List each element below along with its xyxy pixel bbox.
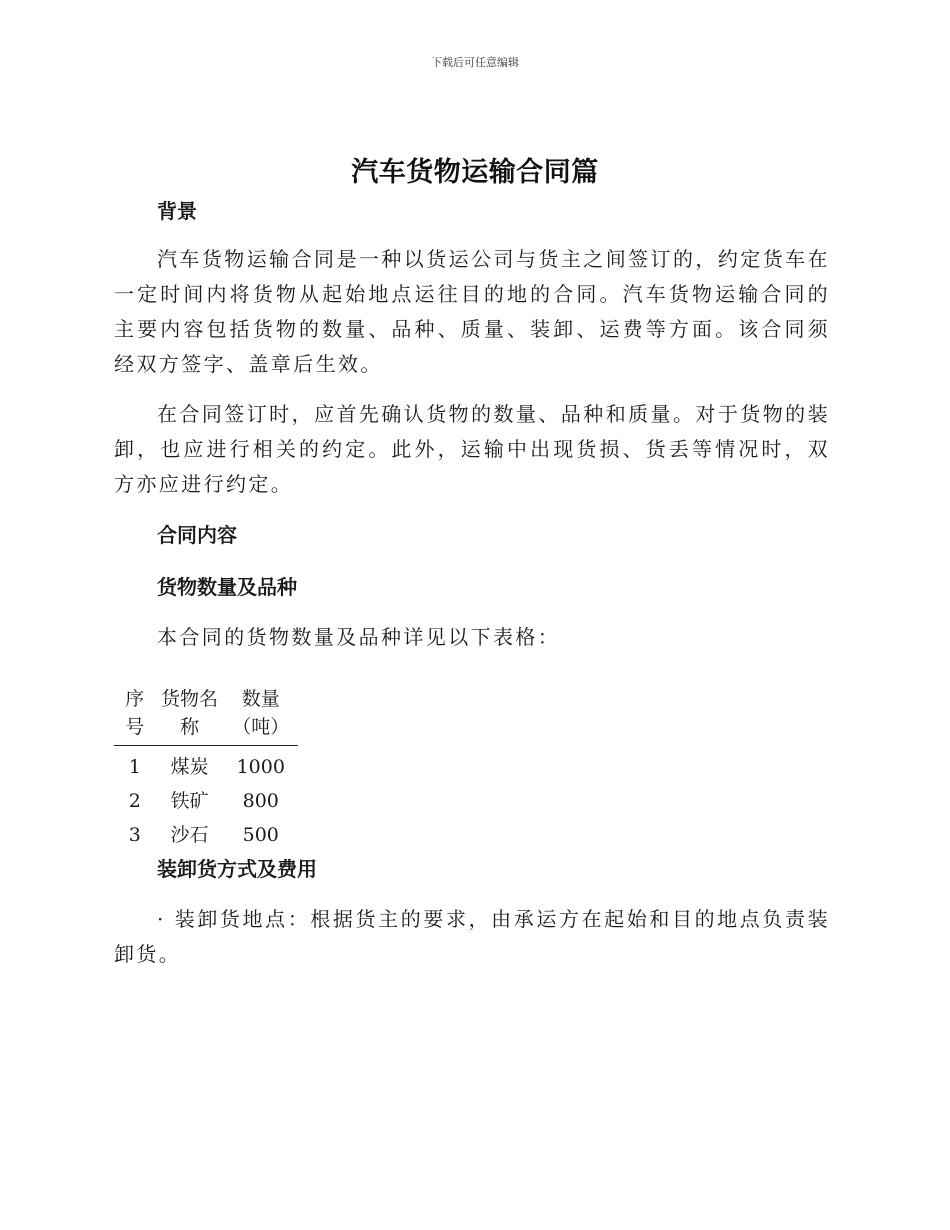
table-cell: 沙石 bbox=[170, 824, 209, 846]
table-cell: 800 bbox=[242, 790, 279, 812]
column-header-name: 货物名称 bbox=[156, 685, 224, 746]
contract-content-heading: 合同内容 bbox=[157, 523, 237, 547]
table-row bbox=[114, 818, 298, 852]
column-header-quantity: 数量（吨） bbox=[224, 685, 299, 746]
background-heading: 背景 bbox=[157, 199, 197, 223]
table-cell: 3 bbox=[128, 824, 141, 846]
table-header-row bbox=[114, 685, 298, 746]
column-header-index: 序号 bbox=[114, 685, 156, 746]
table-cell: 2 bbox=[128, 790, 141, 812]
background-paragraph-2: 在合同签订时，应首先确认货物的数量、品种和质量。对于货物的装卸，也应进行相关的约定。此外，运输中出现货损、货丢等情况时，双方亦应进行约定。 bbox=[114, 402, 830, 496]
header-note: 下载后可任意编辑 bbox=[431, 56, 519, 69]
table-cell: 铁矿 bbox=[170, 790, 209, 812]
goods-heading: 货物数量及品种 bbox=[157, 575, 297, 599]
document-body bbox=[114, 196, 830, 972]
background-paragraph-1: 汽车货物运输合同是一种以货运公司与货主之间签订的，约定货车在一定时间内将货物从起始地点运往目的地的合同。汽车货物运输合同的主要内容包括货物的数量、品种、质量、装卸、运费等方面。该合同须经双方签字、盖章后生效。 bbox=[114, 247, 830, 376]
loading-heading: 装卸货方式及费用 bbox=[157, 857, 317, 881]
table-row bbox=[114, 746, 298, 785]
table-cell: 1000 bbox=[236, 756, 285, 778]
goods-intro: 本合同的货物数量及品种详见以下表格： bbox=[157, 625, 561, 649]
loading-paragraph-1: · 装卸货地点：根据货主的要求，由承运方在起始和目的地点负责装卸货。 bbox=[114, 907, 830, 966]
table-row bbox=[114, 784, 298, 818]
table-cell: 煤炭 bbox=[170, 756, 209, 778]
table-cell: 500 bbox=[242, 824, 279, 846]
table-cell: 1 bbox=[128, 756, 141, 778]
goods-table bbox=[114, 685, 298, 852]
document-title: 汽车货物运输合同篇 bbox=[351, 157, 599, 188]
